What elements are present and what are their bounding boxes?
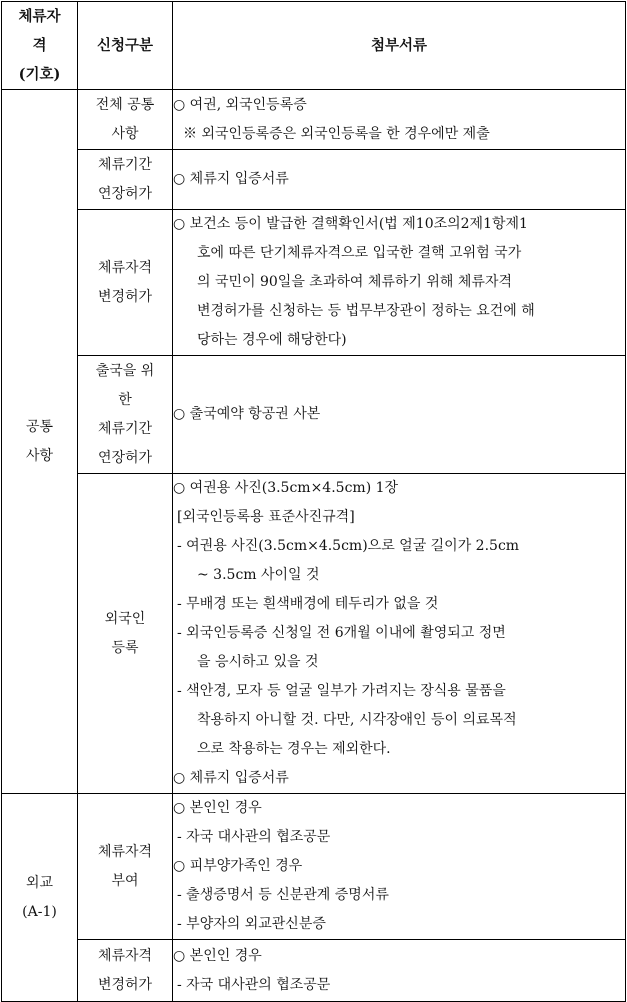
header-application-type: 신청구분	[78, 2, 173, 90]
document-line: ○ 출국예약 항공권 사본	[173, 406, 321, 422]
category-cell	[78, 794, 173, 940]
document-line: 의 국민이 90일을 초과하여 체류하기 위해 체류자격	[197, 274, 512, 290]
document-line: ○ 피부양가족인 경우	[173, 858, 303, 874]
category-label: 출국을 위	[95, 362, 155, 379]
category-label: 체류기간	[97, 156, 153, 173]
group-label: 외교	[25, 874, 54, 891]
category-label: 변경허가	[97, 976, 153, 993]
table-row	[2, 356, 626, 474]
document-line: - 외국인등록증 신청일 전 6개월 이내에 촬영되고 정면	[177, 625, 506, 641]
table-row	[2, 474, 626, 794]
header-text: 격	[32, 37, 47, 54]
group-common	[2, 90, 78, 794]
document-line: - 자국 대사관의 협조공문	[177, 829, 331, 845]
group-label: 공통	[25, 418, 54, 435]
category-label: 등록	[111, 639, 139, 656]
category-label: 체류자격	[97, 843, 153, 860]
document-line: ※ 외국인등록증은 외국인등록을 한 경우에만 제출	[183, 125, 490, 142]
document-line: ○ 여권, 외국인등록증	[173, 96, 307, 113]
header-attachments: 첨부서류	[173, 2, 626, 90]
document-line: ~ 3.5cm 사이일 것	[197, 567, 320, 583]
table-row	[2, 210, 626, 356]
header-text: (기호)	[18, 66, 61, 83]
table-row	[2, 90, 626, 150]
document-line: - 부양자의 외교관신분증	[177, 916, 326, 932]
documents-cell	[173, 356, 626, 474]
group-label: (A-1)	[22, 903, 57, 920]
document-line: [외국인등록용 표준사진규격]	[177, 509, 355, 525]
document-line: - 색안경, 모자 등 얼굴 일부가 가려지는 장식용 물품을	[177, 683, 506, 699]
document-line: ○ 체류지 입증서류	[173, 171, 289, 187]
documents-cell	[173, 940, 626, 1002]
table-row	[2, 940, 626, 1002]
document-line: ○ 보건소 등이 발급한 결핵확인서(법 제10조의2제1항제1	[173, 216, 528, 232]
header-text: 체류자	[18, 8, 61, 25]
category-label: 체류기간	[97, 420, 153, 437]
category-cell	[78, 150, 173, 210]
category-label: 체류자격	[97, 947, 153, 964]
category-cell	[78, 90, 173, 150]
category-cell	[78, 940, 173, 1002]
header-status-code	[2, 2, 78, 90]
document-line: - 출생증명서 등 신분관계 증명서류	[177, 887, 389, 903]
documents-cell	[173, 210, 626, 356]
category-cell	[78, 210, 173, 356]
documents-cell	[173, 90, 626, 150]
document-line: - 무배경 또는 흰색배경에 테두리가 없을 것	[177, 596, 439, 612]
document-line: 당하는 경우에 해당한다)	[197, 332, 347, 348]
category-label: 연장허가	[97, 185, 153, 202]
table-row	[2, 794, 626, 940]
document-line: 호에 따른 단기체류자격으로 입국한 결핵 고위험 국가	[197, 245, 522, 261]
category-label: 외국인	[104, 610, 146, 627]
category-label: 체류자격	[97, 259, 153, 276]
category-label: 부여	[111, 872, 139, 889]
document-line: 착용하지 아니할 것. 다만, 시각장애인 등이 의료목적	[197, 712, 517, 728]
header-row	[2, 2, 626, 90]
attachment-documents-table	[1, 1, 626, 1002]
document-line: 을 응시하고 있을 것	[197, 654, 319, 670]
category-label: 연장허가	[97, 449, 153, 466]
document-line: ○ 본인인 경우	[173, 800, 262, 816]
category-cell	[78, 474, 173, 794]
category-cell	[78, 356, 173, 474]
documents-cell	[173, 474, 626, 794]
document-line: ○ 여권용 사진(3.5cm×4.5cm) 1장	[173, 480, 399, 496]
category-label: 전체 공통	[95, 96, 155, 113]
category-label: 사항	[111, 125, 139, 142]
document-line: - 자국 대사관의 협조공문	[177, 977, 331, 993]
document-line: ○ 본인인 경우	[173, 948, 262, 964]
document-line: 으로 착용하는 경우는 제외한다.	[197, 741, 391, 757]
category-label: 한	[118, 391, 132, 408]
document-line: ○ 체류지 입증서류	[173, 770, 289, 786]
document-line: 변경허가를 신청하는 등 법무부장관이 정하는 요건에 해	[197, 303, 535, 319]
documents-cell	[173, 794, 626, 940]
document-line: - 여권용 사진(3.5cm×4.5cm)으로 얼굴 길이가 2.5cm	[177, 538, 520, 554]
category-label: 변경허가	[97, 288, 153, 305]
group-diplomat	[2, 794, 78, 1002]
group-label: 사항	[25, 447, 54, 464]
documents-cell	[173, 150, 626, 210]
table-row	[2, 150, 626, 210]
